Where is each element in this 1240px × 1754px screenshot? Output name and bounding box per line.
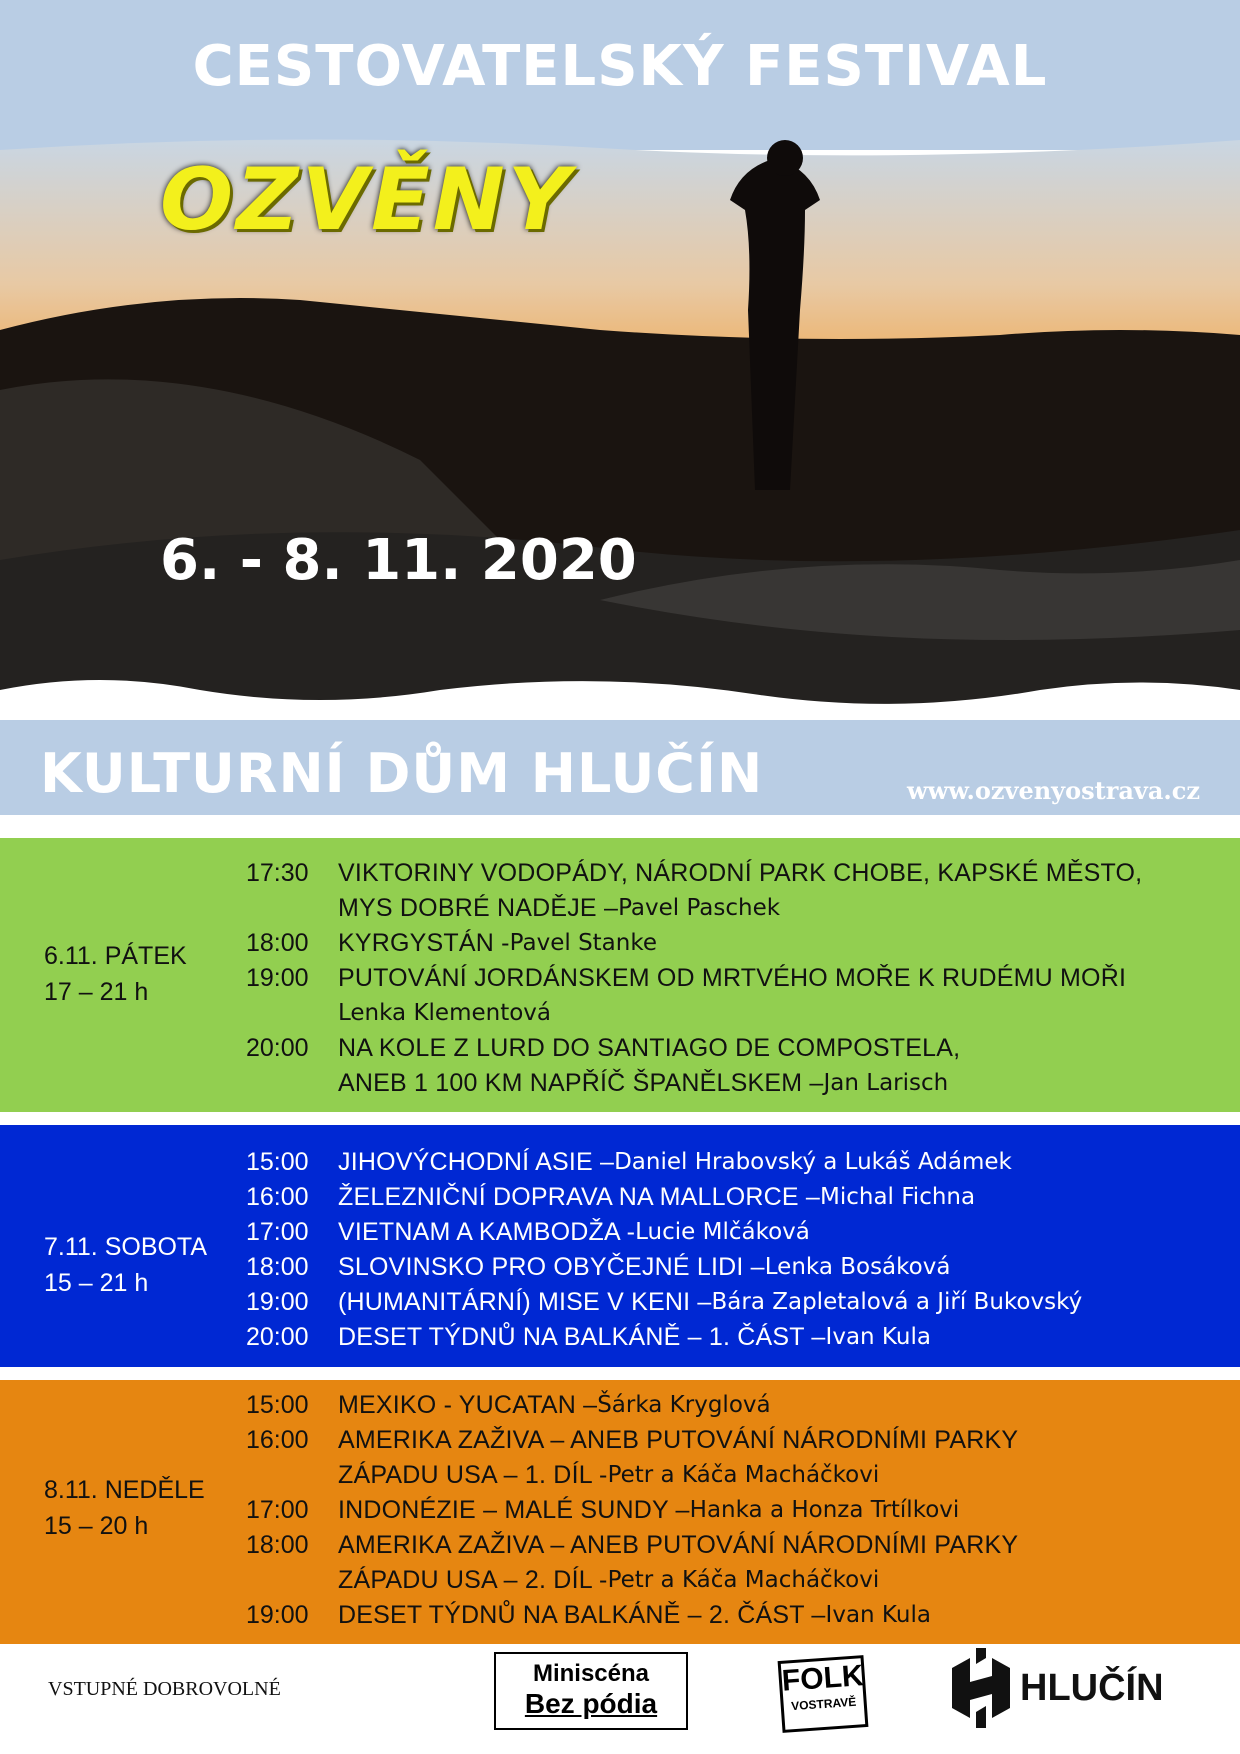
program-title: VIETNAM A KAMBODŽA - — [338, 1218, 636, 1246]
program-title: SLOVINSKO PRO OBYČEJNÉ LIDI – — [338, 1253, 765, 1281]
day-friday-section — [0, 838, 1240, 1112]
program-author: Michal Fichna — [820, 1184, 976, 1210]
program-title: ŽELEZNIČNÍ DOPRAVA NA MALLORCE – — [338, 1183, 820, 1211]
program-time: 17:30 — [246, 859, 309, 887]
program-author: Daniel Hrabovský a Lukáš Adámek — [614, 1149, 1012, 1175]
program-row — [246, 1215, 1206, 1250]
day-label — [44, 1229, 207, 1301]
program-time: 19:00 — [246, 1288, 309, 1316]
program-time: 20:00 — [246, 1323, 309, 1351]
program-author: Lenka Klementová — [338, 1000, 552, 1026]
program-row — [246, 1145, 1206, 1180]
program-author: Ivan Kula — [825, 1324, 931, 1350]
program-title: ANEB 1 100 KM NAPŘÍČ ŠPANĚLSKEM – — [338, 1069, 824, 1097]
program-author: Petr a Káča Macháčkovi — [607, 1567, 880, 1593]
hlucin-logo-text: HLUČÍN — [1020, 1666, 1164, 1709]
program-row — [246, 1320, 1206, 1355]
program-title: KYRGYSTÁN - — [338, 929, 510, 957]
program-title: VIKTORINY VODOPÁDY, NÁRODNÍ PARK CHOBE, KAPSKÉ MĚSTO, — [338, 859, 1143, 887]
program-row — [246, 891, 1206, 926]
program-title: ZÁPADU USA – 2. DÍL - — [338, 1566, 608, 1594]
program-time: 20:00 — [246, 1034, 309, 1062]
program-row — [246, 996, 1206, 1031]
program-author: Lenka Bosáková — [764, 1254, 951, 1280]
program-row — [246, 1250, 1206, 1285]
program-author: Ivan Kula — [825, 1602, 931, 1628]
program-list — [246, 856, 1206, 1101]
day-hours: 15 – 20 h — [44, 1512, 149, 1540]
program-row — [246, 1031, 1206, 1066]
program-list — [246, 1145, 1206, 1355]
day-date: 6.11. PÁTEK — [44, 942, 187, 970]
program-row — [246, 1528, 1206, 1563]
miniscena-logo-line1: Miniscéna — [532, 1660, 650, 1687]
program-row — [246, 1493, 1206, 1528]
festival-name: OZVĚNY — [160, 150, 574, 250]
program-time — [246, 891, 338, 926]
program-row — [246, 1458, 1206, 1493]
program-time: 15:00 — [246, 1391, 309, 1419]
program-title: MEXIKO - YUCATAN – — [338, 1391, 598, 1419]
program-row — [246, 1066, 1206, 1101]
day-date: 8.11. NEDĚLE — [44, 1476, 205, 1504]
program-row — [246, 1423, 1206, 1458]
program-row — [246, 1180, 1206, 1215]
program-row — [246, 856, 1206, 891]
hlucin-logo — [950, 1648, 1164, 1728]
program-time: 19:00 — [246, 1601, 309, 1629]
program-title: MYS DOBRÉ NADĚJE – — [338, 894, 619, 922]
program-author: Lucie Mlčáková — [635, 1219, 810, 1245]
program-author: Hanka a Honza Trtílkovi — [689, 1497, 960, 1523]
hlucin-emblem-icon — [950, 1648, 1012, 1728]
program-time: 19:00 — [246, 964, 309, 992]
program-row — [246, 1285, 1206, 1320]
festival-dates: 6. - 8. 11. 2020 — [160, 528, 637, 593]
program-author: Bára Zapletalová a Jiří Bukovský — [711, 1289, 1083, 1315]
program-title: NA KOLE Z LURD DO SANTIAGO DE COMPOSTELA, — [338, 1034, 961, 1062]
program-row — [246, 1598, 1206, 1633]
program-row — [246, 1388, 1206, 1423]
website-link[interactable]: www.ozvenyostrava.cz — [906, 776, 1200, 805]
program-time: 16:00 — [246, 1426, 309, 1454]
program-title: (HUMANITÁRNÍ) MISE V KENI – — [338, 1288, 712, 1316]
program-time — [246, 1066, 338, 1101]
program-title: JIHOVÝCHODNÍ ASIE – — [338, 1148, 615, 1176]
program-row — [246, 1563, 1206, 1598]
program-time: 18:00 — [246, 1531, 309, 1559]
day-label — [44, 1472, 205, 1544]
program-time: 17:00 — [246, 1218, 309, 1246]
day-date: 7.11. SOBOTA — [44, 1233, 208, 1261]
program-title: ZÁPADU USA – 1. DÍL - — [338, 1461, 608, 1489]
program-title: DESET TÝDNŮ NA BALKÁNĚ – 2. ČÁST – — [338, 1601, 826, 1629]
day-hours: 15 – 21 h — [44, 1269, 149, 1297]
program-time: 18:00 — [246, 1253, 309, 1281]
program-title: DESET TÝDNŮ NA BALKÁNĚ – 1. ČÁST – — [338, 1323, 826, 1351]
miniscena-logo — [494, 1652, 688, 1730]
program-time: 16:00 — [246, 1183, 309, 1211]
day-label — [44, 938, 187, 1010]
program-title: INDONÉZIE – MALÉ SUNDY – — [338, 1496, 690, 1524]
program-time: 15:00 — [246, 1148, 309, 1176]
folk-logo-line1: FOLK — [780, 1659, 865, 1698]
program-author: Pavel Paschek — [618, 895, 781, 921]
folk-vostrave-logo — [778, 1655, 869, 1733]
program-author: Pavel Stanke — [509, 930, 658, 956]
program-time: 18:00 — [246, 929, 309, 957]
program-time — [246, 996, 338, 1031]
program-author: Jan Larisch — [823, 1070, 949, 1096]
program-list — [246, 1388, 1206, 1633]
program-title: AMERIKA ZAŽIVA – ANEB PUTOVÁNÍ NÁRODNÍMI PARKY — [338, 1426, 1019, 1454]
program-title: AMERIKA ZAŽIVA – ANEB PUTOVÁNÍ NÁRODNÍMI PARKY — [338, 1531, 1019, 1559]
program-author: Šárka Kryglová — [597, 1392, 771, 1418]
folk-logo-line2: VOSTRAVĚ — [790, 1694, 857, 1714]
festival-header-title: CESTOVATELSKÝ FESTIVAL — [192, 34, 1048, 99]
day-hours: 17 – 21 h — [44, 978, 149, 1006]
program-time — [246, 1563, 338, 1598]
program-author: Petr a Káča Macháčkovi — [607, 1462, 880, 1488]
day-sunday-section — [0, 1380, 1240, 1644]
program-time — [246, 1458, 338, 1493]
miniscena-logo-line2: Bez pódia — [524, 1688, 658, 1719]
program-row — [246, 926, 1206, 961]
admission-text: VSTUPNÉ DOBROVOLNÉ — [48, 1678, 281, 1700]
program-row — [246, 961, 1206, 996]
program-time: 17:00 — [246, 1496, 309, 1524]
program-title: PUTOVÁNÍ JORDÁNSKEM OD MRTVÉHO MOŘE K RUDÉMU MOŘI — [338, 964, 1127, 992]
day-saturday-section — [0, 1125, 1240, 1367]
venue-title: KULTURNÍ DŮM HLUČÍN — [40, 742, 764, 805]
